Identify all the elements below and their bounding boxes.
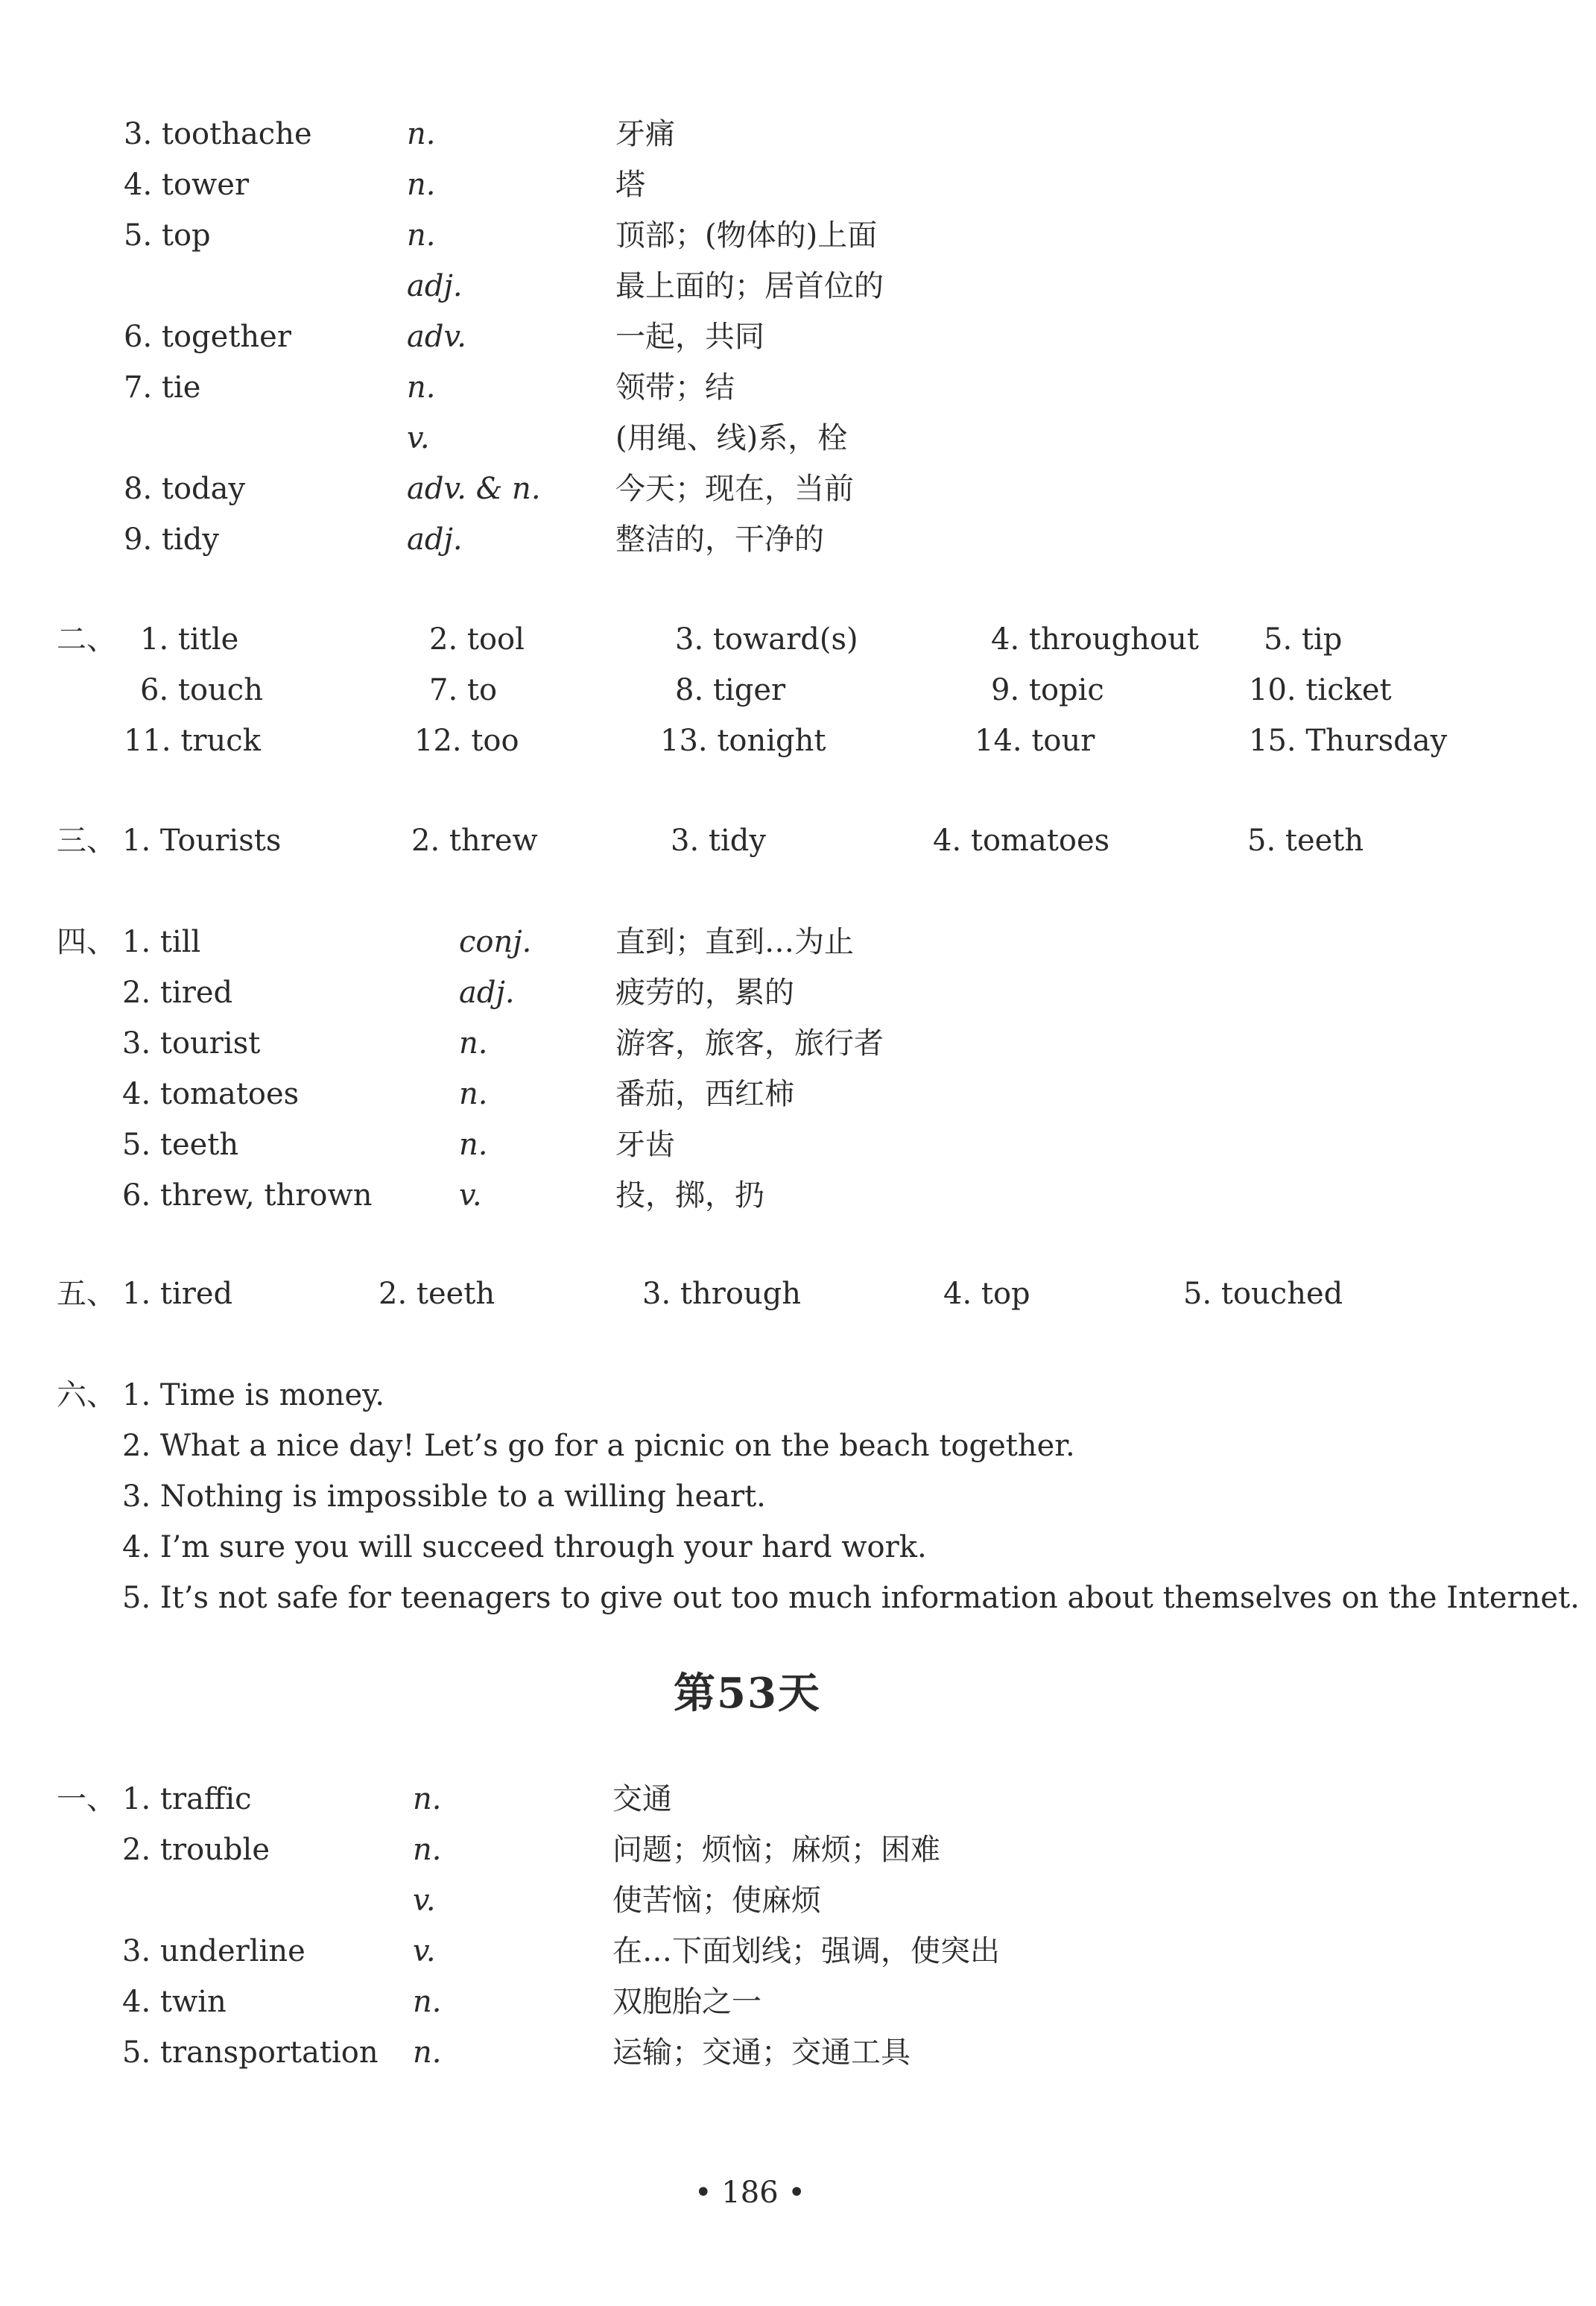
s1-word: 9. tidy [124, 522, 219, 557]
s1-pos: n. [407, 117, 436, 151]
s1-pos: adv. [407, 320, 467, 354]
s5-item: 4. top [943, 1277, 1030, 1311]
s2-item: 13. tonight [660, 724, 826, 758]
s1-word: 8. today [124, 472, 246, 506]
s6-sentence: 2. What a nice day! Let’s go for a picnic on the beach together. [122, 1429, 1075, 1463]
s4-meaning: 番茄，西红柿 [615, 1077, 794, 1111]
s2-item: 11. truck [124, 724, 261, 758]
s1-pos: adj. [407, 269, 463, 303]
s3-item: 2. threw [411, 824, 538, 858]
s7-pos: v. [413, 1934, 436, 1968]
s3-item: 1. Tourists [122, 824, 282, 858]
s6-sentence: 1. Time is money. [122, 1378, 385, 1412]
s1-meaning: 整洁的，干净的 [615, 522, 824, 557]
s1-meaning: 一起，共同 [615, 320, 764, 354]
s4-meaning: 游客，旅客，旅行者 [615, 1026, 884, 1061]
s7-pos: n. [413, 1985, 442, 2019]
s4-pos: n. [459, 1077, 488, 1111]
s2-item: 14. tour [975, 724, 1095, 758]
s7-meaning: 运输；交通；交通工具 [612, 2035, 911, 2070]
s3-item: 4. tomatoes [933, 824, 1110, 858]
s4-meaning: 牙齿 [615, 1128, 675, 1162]
s4-meaning: 直到；直到…为止 [615, 925, 854, 959]
s1-meaning: 领带；结 [615, 370, 735, 405]
s2-item: 2. tool [429, 622, 525, 657]
s2-item: 10. ticket [1249, 673, 1392, 707]
s4-pos: v. [459, 1178, 482, 1213]
s6-sentence: 3. Nothing is impossible to a willing heart. [122, 1479, 766, 1514]
s7-pos: n. [413, 1833, 442, 1867]
s4-word: 2. tired [122, 976, 233, 1010]
s7-pos: n. [413, 1782, 442, 1816]
s4-word: 4. tomatoes [122, 1077, 300, 1111]
s1-word: 4. tower [124, 168, 250, 202]
s2-item: 4. throughout [991, 622, 1199, 657]
s1-pos: n. [407, 370, 436, 405]
section-label: 一、 [57, 1782, 116, 1816]
s4-word: 3. tourist [122, 1026, 261, 1061]
s1-word: 3. toothache [124, 117, 312, 151]
section-label: 六、 [57, 1378, 116, 1412]
s5-item: 5. touched [1183, 1277, 1343, 1311]
s4-pos: n. [459, 1128, 488, 1162]
s3-item: 5. teeth [1247, 824, 1364, 858]
s7-word: 5. transportation [122, 2035, 379, 2070]
s1-pos: n. [407, 168, 436, 202]
s4-word: 5. teeth [122, 1128, 239, 1162]
s7-meaning: 在…下面划线；强调，使突出 [612, 1934, 1000, 1968]
s7-meaning: 问题；烦恼；麻烦；困难 [612, 1833, 940, 1867]
s4-meaning: 投，掷，扔 [615, 1178, 764, 1213]
s1-meaning: (用绳、线)系，栓 [615, 421, 848, 455]
s2-item: 9. topic [991, 673, 1104, 707]
s2-item: 3. toward(s) [675, 622, 858, 657]
s2-item: 7. to [429, 673, 498, 707]
s1-meaning: 塔 [615, 168, 645, 202]
s2-item: 5. tip [1264, 622, 1343, 657]
s7-pos: n. [413, 2035, 442, 2070]
s7-pos: v. [413, 1883, 436, 1918]
s4-word: 6. threw, thrown [122, 1178, 373, 1213]
s2-item: 6. touch [140, 673, 263, 707]
s1-word: 5. top [124, 218, 211, 253]
s1-pos: v. [407, 421, 430, 455]
s1-meaning: 最上面的；居首位的 [615, 269, 884, 303]
page-number: • 186 • [694, 2176, 805, 2210]
section-label: 五、 [57, 1277, 116, 1311]
s4-pos: conj. [459, 925, 532, 959]
s2-item: 1. title [140, 622, 239, 657]
s2-item: 8. tiger [675, 673, 786, 707]
s1-meaning: 顶部；(物体的)上面 [615, 218, 878, 253]
s7-word: 4. twin [122, 1985, 227, 2019]
s7-word: 1. traffic [122, 1782, 252, 1816]
s5-item: 1. tired [122, 1277, 233, 1311]
s7-meaning: 双胞胎之一 [612, 1985, 761, 2019]
s6-sentence: 5. It’s not safe for teenagers to give out too much information about themselves on the Internet. [122, 1581, 1580, 1615]
s2-item: 15. Thursday [1249, 724, 1448, 758]
s1-meaning: 今天；现在，当前 [615, 472, 854, 506]
section-label: 二、 [57, 622, 116, 657]
s7-word: 2. trouble [122, 1833, 270, 1867]
s3-item: 3. tidy [671, 824, 766, 858]
s1-word: 7. tie [124, 370, 201, 405]
section-label: 三、 [57, 824, 116, 858]
s7-meaning: 使苦恼；使麻烦 [612, 1883, 821, 1918]
section-label: 四、 [57, 925, 116, 959]
s5-item: 2. teeth [379, 1277, 495, 1311]
s4-pos: n. [459, 1026, 488, 1061]
s1-meaning: 牙痛 [615, 117, 675, 151]
s4-pos: adj. [459, 976, 515, 1010]
s5-item: 3. through [642, 1277, 802, 1311]
s2-item: 12. too [414, 724, 519, 758]
s1-pos: adv. & n. [407, 472, 541, 506]
s7-word: 3. underline [122, 1934, 305, 1968]
s1-pos: adj. [407, 522, 463, 557]
s1-pos: n. [407, 218, 436, 253]
s6-sentence: 4. I’m sure you will succeed through your hard work. [122, 1530, 927, 1564]
day-title: 第53天 [674, 1669, 821, 1718]
s4-word: 1. till [122, 925, 201, 959]
s7-meaning: 交通 [612, 1782, 672, 1816]
s4-meaning: 疲劳的，累的 [615, 976, 794, 1010]
s1-word: 6. together [124, 320, 291, 354]
